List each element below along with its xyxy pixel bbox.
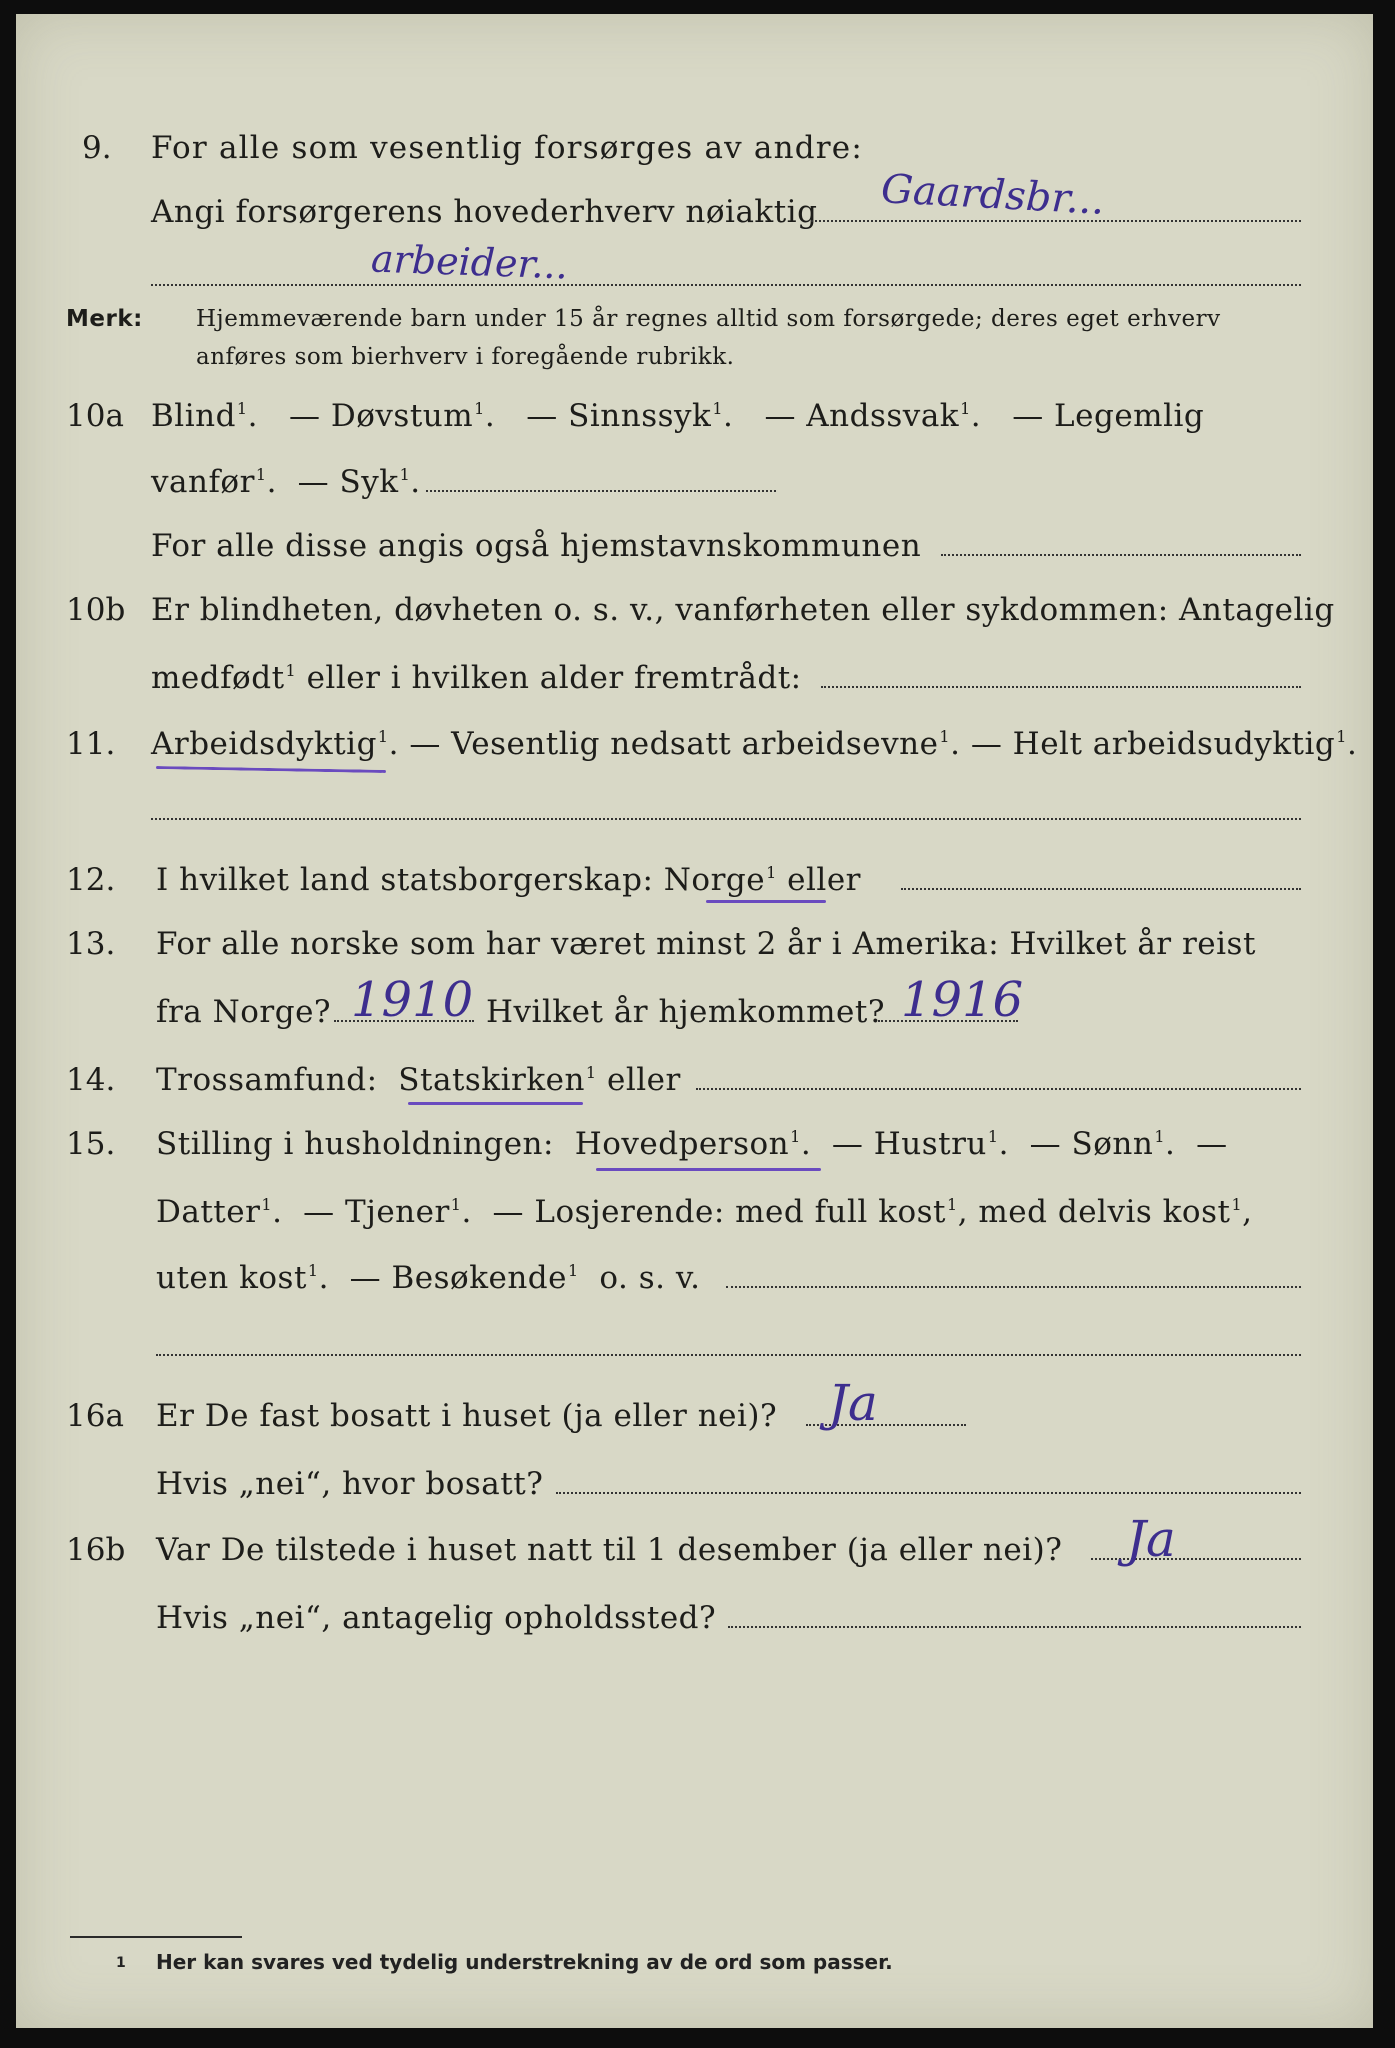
- footnote-text: Her kan svares ved tydelig understrekning av de ord som passer.: [156, 1950, 893, 1974]
- opt-tjener[interactable]: — Tjener: [303, 1194, 450, 1230]
- q9-number: 9.: [82, 130, 112, 166]
- q15-line3: uten kost$^1$. — Besøkende$^1$ o. s. v.: [156, 1260, 701, 1296]
- q10a-hjemstavn-line[interactable]: [941, 554, 1301, 556]
- q11-options: Arbeidsdyktig$^1$. — Vesentlig nedsatt arbeidsevne$^1$. — Helt arbeidsudyktig$^1$.: [151, 726, 1358, 762]
- q10b-line1: Er blindheten, døvheten o. s. v., vanførheten eller sykdommen: Antagelig: [151, 592, 1335, 628]
- q15-number: 15.: [66, 1126, 116, 1162]
- q13-line2b: Hvilket år hjemkommet?: [486, 994, 885, 1030]
- q13-line2a: fra Norge?: [156, 994, 332, 1030]
- q10a-line3: For alle disse angis også hjemstavnskommunen: [151, 528, 922, 564]
- q16a-line1: Er De fast bosatt i huset (ja eller nei)?: [156, 1398, 778, 1434]
- opt-legemlig[interactable]: — Legemlig: [1012, 398, 1205, 434]
- opt-dovstum[interactable]: — Døvstum: [289, 398, 474, 434]
- q12-underline-mark: [706, 900, 826, 903]
- q9-handwritten-answer-2: arbeider...: [370, 236, 569, 288]
- q14-other-line[interactable]: [696, 1088, 1301, 1090]
- merk-line2: anføres som bierhverv i foregående rubrikk.: [196, 344, 735, 370]
- opt-besokende[interactable]: — Besøkende: [349, 1260, 567, 1296]
- merk-label: Merk:: [66, 306, 143, 332]
- q9-extra-line: [151, 284, 1301, 286]
- q11-number: 11.: [66, 726, 116, 762]
- opt-datter[interactable]: Datter: [156, 1194, 261, 1230]
- opt-arbeidsdyktig[interactable]: Arbeidsdyktig: [151, 726, 377, 762]
- q16a-line2: Hvis „nei“, hvor bosatt?: [156, 1466, 544, 1502]
- opt-sinnssyk[interactable]: — Sinnssyk: [526, 398, 712, 434]
- q11-underline-mark: [156, 766, 386, 773]
- q12-line: I hvilket land statsborgerskap: Norge$^1$ eller: [156, 862, 861, 898]
- q16b-answer-line[interactable]: [1091, 1558, 1301, 1560]
- q14-underline-mark: [408, 1102, 583, 1105]
- q10b-number: 10b: [66, 592, 126, 628]
- opt-nedsatt[interactable]: — Vesentlig nedsatt arbeidsevne: [409, 726, 939, 762]
- q12-other-line[interactable]: [901, 888, 1301, 890]
- opt-losjerende-full[interactable]: — Losjerende: med full kost: [492, 1194, 947, 1230]
- q15-dash: —: [1196, 1126, 1228, 1162]
- footnote-mark: 1: [116, 1955, 126, 1971]
- q13-line1: For alle norske som har været minst 2 år i Amerika: Hvilket år reist: [156, 926, 1256, 962]
- opt-udyktig[interactable]: — Helt arbeidsudyktig: [970, 726, 1336, 762]
- q16b-answer: Ja: [1126, 1510, 1176, 1568]
- q9-line1: For alle som vesentlig forsørges av andre:: [151, 130, 863, 166]
- q16a-bosatt-line[interactable]: [556, 1492, 1301, 1494]
- q16b-line1: Var De tilstede i huset natt til 1 desember (ja eller nei)?: [156, 1532, 1063, 1568]
- opt-losjerende-delvis[interactable]: , med delvis kost: [957, 1194, 1231, 1230]
- q15-line1: Stilling i husholdningen: Hovedperson$^1$. — Hustru$^1$. — Sønn$^1$. —: [156, 1126, 1228, 1162]
- merk-line1: Hjemmeværende barn under 15 år regnes alltid som forsørgede; deres eget erhverv: [196, 306, 1221, 332]
- opt-hovedperson[interactable]: Hovedperson: [574, 1126, 790, 1162]
- q10a-syk-line[interactable]: [426, 490, 776, 492]
- q10a-line1: Blind$^1$. — Døvstum$^1$. — Sinnssyk$^1$. — Andssvak$^1$. — Legemlig: [151, 398, 1205, 434]
- census-form-page: [16, 14, 1373, 2028]
- q12-number: 12.: [66, 862, 116, 898]
- opt-medfodt[interactable]: medfødt: [151, 660, 285, 696]
- q15-other-line[interactable]: [726, 1286, 1301, 1288]
- opt-statskirken[interactable]: Statskirken: [398, 1062, 585, 1098]
- q13-answer-hjem: 1916: [901, 972, 1024, 1028]
- q16a-number: 16a: [66, 1398, 124, 1434]
- q15-label: Stilling i husholdningen:: [156, 1126, 554, 1162]
- q14-text: Trossamfund:: [156, 1062, 378, 1098]
- q15-extra-line: [156, 1354, 1301, 1356]
- q16a-answer: Ja: [828, 1374, 878, 1432]
- q14-number: 14.: [66, 1062, 116, 1098]
- opt-vanfor[interactable]: vanfør: [151, 464, 255, 500]
- q10a-number: 10a: [66, 398, 124, 434]
- q13-answer-reist: 1910: [351, 972, 474, 1028]
- q10b-line2-rest: eller i hvilken alder fremtrådt:: [306, 660, 802, 696]
- opt-norge[interactable]: Norge: [663, 862, 766, 898]
- opt-hustru[interactable]: — Hustru: [831, 1126, 987, 1162]
- q15-underline-mark: [596, 1168, 821, 1171]
- opt-uten-kost[interactable]: uten kost: [156, 1260, 307, 1296]
- q16b-opholdssted-line[interactable]: [728, 1626, 1301, 1628]
- q9-line2: Angi forsørgerens hovederhverv nøiaktig: [151, 194, 818, 230]
- q16b-line2: Hvis „nei“, antagelig opholdssted?: [156, 1600, 717, 1636]
- footnote-rule: [70, 1936, 242, 1938]
- q13-number: 13.: [66, 926, 116, 962]
- opt-sonn[interactable]: — Sønn: [1029, 1126, 1154, 1162]
- q10a-line2: vanfør$^1$. — Syk$^1$.: [151, 464, 421, 500]
- q9-handwritten-answer-1: Gaardsbr...: [879, 166, 1106, 224]
- q16b-number: 16b: [66, 1532, 126, 1568]
- q12-text: I hvilket land statsborgerskap:: [156, 862, 654, 898]
- q15-osv: o. s. v.: [599, 1260, 701, 1296]
- q10b-age-line[interactable]: [821, 686, 1301, 688]
- q12-rest: eller: [787, 862, 861, 898]
- q10b-line2: medfødt$^1$ eller i hvilken alder fremtrådt:: [151, 660, 802, 696]
- q14-rest: eller: [606, 1062, 681, 1098]
- opt-syk[interactable]: — Syk: [297, 464, 399, 500]
- q15-line2: Datter$^1$. — Tjener$^1$. — Losjerende: med full kost$^1$, med delvis kost$^1$,: [156, 1194, 1253, 1230]
- opt-andssvak[interactable]: — Andssvak: [764, 398, 960, 434]
- q14-line: Trossamfund: Statskirken$^1$ eller: [156, 1062, 681, 1098]
- opt-blind[interactable]: Blind: [151, 398, 236, 434]
- q11-extra-line: [151, 818, 1301, 820]
